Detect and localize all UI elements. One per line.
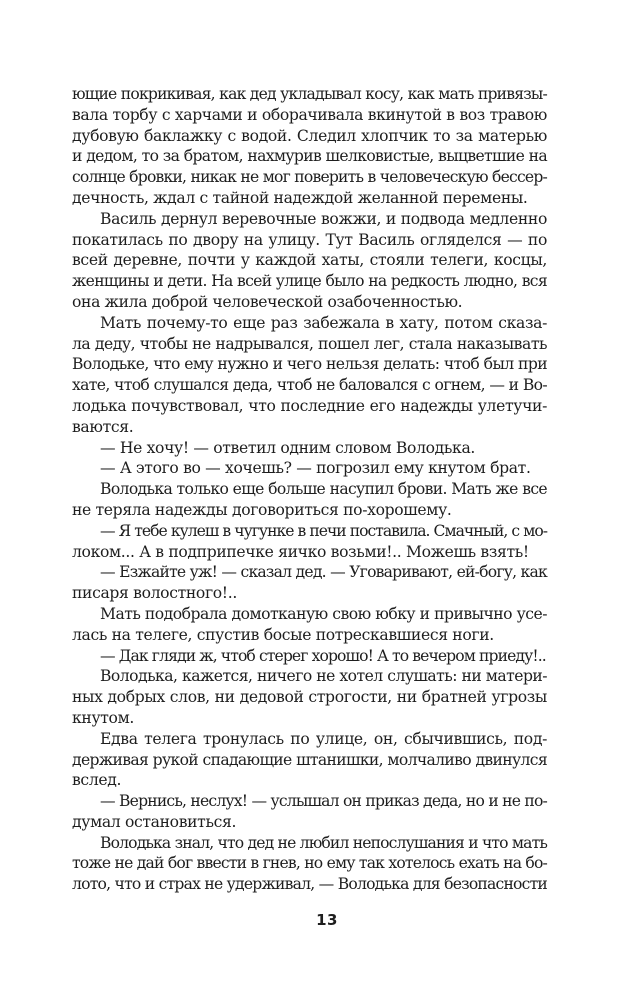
- text-line: Володька, кажется, ничего не хотел слушать: ни матери-: [100, 667, 547, 686]
- text-line: — А этого во — хочешь? — погрозил ему кнутом брат.: [100, 459, 531, 478]
- text-line: ющие покрикивая, как дед укладывал косу, как мать привязы-: [72, 85, 547, 103]
- text-line: солнце бровки, никак не мог поверить в человеческую бессер-: [72, 168, 547, 187]
- text-line: думал остановиться.: [72, 812, 237, 831]
- text-line: — Я тебе кулеш в чугунке в печи поставила. Смачный, с мо-: [100, 521, 547, 540]
- text-line: — Дак гляди ж, чтоб стерег хорошо! А то вечером приеду!..: [100, 646, 546, 665]
- text-line: дубовую баклажку с водой. Следил хлопчик то за матерью: [72, 126, 547, 145]
- text-line: держивая рукой спадающие штанишки, молчаливо двинулся: [72, 750, 547, 769]
- text-line: локом... А в подприпечке яичко возьми!.. Можешь взять!: [72, 542, 529, 561]
- text-line: ваются.: [72, 417, 134, 436]
- text-line: женщины и дети. На всей улице было на редкость людно, вся: [72, 272, 547, 291]
- text-line: лото, что и страх не удерживал, — Володька для безопасности: [72, 875, 547, 894]
- text-line: — Не хочу! — ответил одним словом Володька.: [100, 438, 476, 457]
- text-line: Едва телега тронулась по улице, он, сбычившись, под-: [100, 729, 547, 748]
- text-line: хате, чтоб слушался деда, чтоб не баловался с огнем, — и Во-: [72, 376, 547, 395]
- text-line: Володька только еще больше насупил брови. Мать же все: [100, 480, 547, 499]
- text-line: лодька почувствовал, что последние его надежды улетучи-: [72, 396, 547, 415]
- text-line: всей деревне, почти у каждой хаты, стояли телеги, косцы,: [72, 251, 547, 270]
- text-line: Василь дернул веревочные вожжи, и подвода медленно: [100, 209, 547, 228]
- page-number: 13: [316, 911, 338, 929]
- text-line: покатилась по двору на улицу. Тут Василь огляделся — по: [72, 230, 547, 249]
- text-line: вслед.: [72, 771, 122, 790]
- text-line: Володька знал, что дед не любил непослушания и что мать: [100, 833, 547, 852]
- text-line: писаря волостного!..: [72, 584, 237, 603]
- body-text: [72, 84, 547, 895]
- text-line: Мать подобрала домотканую свою юбку и привычно усе-: [100, 604, 547, 623]
- text-line: вала торбу с харчами и оборачивала вкинутой в воз травою: [72, 105, 547, 124]
- text-line: Володьке, что ему нужно и чего нельзя делать: чтоб был при: [72, 355, 547, 374]
- text-line: дечность, ждал с тайной надеждой желанной перемены.: [72, 188, 528, 207]
- text-line: ных добрых слов, ни дедовой строгости, ни братней угрозы: [72, 688, 547, 707]
- text-line: Мать почему-то еще раз забежала в хату, потом сказа-: [100, 313, 547, 332]
- text-line: не теряла надежды договориться по-хорошему.: [72, 500, 452, 519]
- text-line: и дедом, то за братом, нахмурив шелковистые, выцветшие на: [72, 147, 547, 166]
- text-line: ла деду, чтобы не надрывался, пошел лег, стала наказывать: [72, 334, 547, 353]
- text-line: тоже не дай бог ввести в гнев, но ему так хотелось ехать на бо-: [72, 854, 547, 873]
- text-line: кнутом.: [72, 708, 134, 727]
- text-line: — Вернись, неслух! — услышал он приказ деда, но и не по-: [100, 792, 547, 811]
- text-line: лась на телеге, спустив босые потрескавшиеся ноги.: [72, 625, 494, 644]
- text-line: она жила доброй человеческой озабоченностью.: [72, 292, 463, 311]
- text-line: — Езжайте уж! — сказал дед. — Уговаривают, ей-богу, как: [100, 563, 547, 582]
